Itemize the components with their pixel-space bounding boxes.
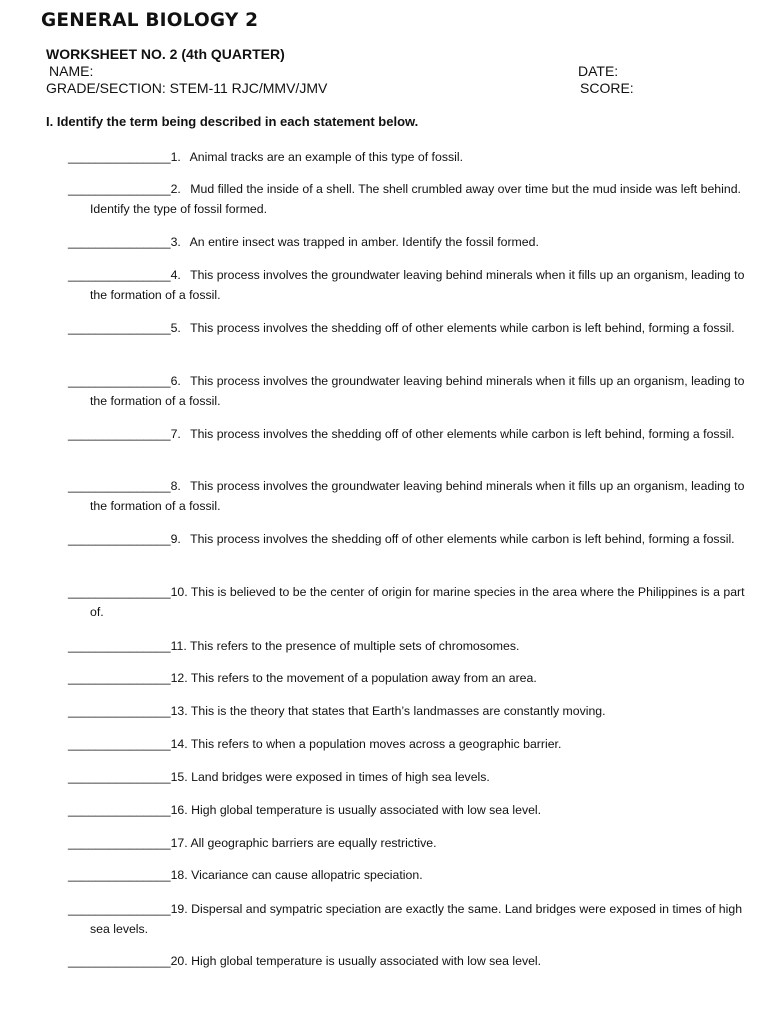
score-label: SCORE: bbox=[580, 80, 634, 96]
answer-blank[interactable]: _______________ bbox=[68, 532, 171, 546]
answer-blank[interactable]: _______________ bbox=[68, 770, 171, 784]
question-number: 8. bbox=[170, 479, 181, 493]
question-item bbox=[68, 529, 746, 549]
question-text: This process involves the shedding off of other elements while carbon is left behind, forming a fossil. bbox=[190, 321, 735, 335]
answer-blank[interactable]: _______________ bbox=[68, 737, 171, 751]
question-item bbox=[68, 371, 746, 411]
question-number: 18. bbox=[170, 868, 188, 882]
answer-blank[interactable]: _______________ bbox=[68, 479, 171, 493]
question-item bbox=[68, 833, 746, 853]
question-item bbox=[68, 701, 746, 721]
instruction-heading: I. Identify the term being described in each statement below. bbox=[46, 114, 419, 129]
question-text: High global temperature is usually associated with low sea level. bbox=[191, 803, 542, 817]
question-number: 2. bbox=[170, 182, 181, 196]
question-text: This process involves the groundwater leaving behind minerals when it fills up an organism, leading to the formation of a fossil. bbox=[90, 374, 745, 408]
answer-blank[interactable]: _______________ bbox=[68, 836, 171, 850]
question-item bbox=[68, 951, 746, 971]
question-number: 15. bbox=[170, 770, 188, 784]
answer-blank[interactable]: _______________ bbox=[68, 150, 171, 164]
question-text: This refers to when a population moves across a geographic barrier. bbox=[190, 737, 562, 751]
answer-blank[interactable]: _______________ bbox=[68, 803, 171, 817]
question-text: Dispersal and sympatric speciation are exactly the same. Land bridges were exposed in times of high sea levels. bbox=[90, 902, 743, 936]
answer-blank[interactable]: _______________ bbox=[68, 585, 171, 599]
answer-blank[interactable]: _______________ bbox=[68, 671, 171, 685]
question-number: 7. bbox=[170, 427, 181, 441]
question-item bbox=[68, 636, 746, 656]
question-item bbox=[68, 147, 746, 167]
question-item bbox=[68, 899, 746, 939]
question-number: 20. bbox=[170, 954, 188, 968]
question-item bbox=[68, 318, 746, 338]
question-item bbox=[68, 865, 746, 885]
question-text: This refers to the movement of a population away from an area. bbox=[190, 671, 537, 685]
question-number: 9. bbox=[170, 532, 181, 546]
question-number: 3. bbox=[170, 235, 181, 249]
question-item bbox=[68, 476, 746, 516]
worksheet-title: WORKSHEET NO. 2 (4th QUARTER) bbox=[46, 46, 285, 62]
question-text: Vicariance can cause allopatric speciation. bbox=[191, 868, 423, 882]
question-item bbox=[68, 800, 746, 820]
question-item bbox=[68, 179, 746, 219]
answer-blank[interactable]: _______________ bbox=[68, 954, 171, 968]
question-text: High global temperature is usually associated with low sea level. bbox=[191, 954, 542, 968]
question-text: This is the theory that states that Earth’s landmasses are constantly moving. bbox=[190, 704, 606, 718]
question-item bbox=[68, 734, 746, 754]
question-item bbox=[68, 424, 746, 444]
question-number: 17. bbox=[170, 836, 188, 850]
answer-blank[interactable]: _______________ bbox=[68, 374, 171, 388]
question-text: This is believed to be the center of origin for marine species in the area where the Philippines is a part of. bbox=[90, 585, 745, 619]
answer-blank[interactable]: _______________ bbox=[68, 902, 171, 916]
question-text: This refers to the presence of multiple sets of chromosomes. bbox=[189, 639, 520, 653]
question-number: 19. bbox=[170, 902, 188, 916]
answer-blank[interactable]: _______________ bbox=[68, 639, 171, 653]
question-text: This process involves the shedding off of other elements while carbon is left behind, forming a fossil. bbox=[190, 532, 735, 546]
answer-blank[interactable]: _______________ bbox=[68, 704, 171, 718]
answer-blank[interactable]: _______________ bbox=[68, 235, 171, 249]
question-number: 14. bbox=[170, 737, 188, 751]
question-number: 1. bbox=[170, 150, 181, 164]
page-title: GENERAL BIOLOGY 2 bbox=[41, 10, 259, 31]
question-item bbox=[68, 767, 746, 787]
question-item bbox=[68, 668, 746, 688]
question-number: 16. bbox=[170, 803, 188, 817]
question-text: Land bridges were exposed in times of high sea levels. bbox=[191, 770, 490, 784]
question-number: 12. bbox=[170, 671, 188, 685]
question-number: 4. bbox=[170, 268, 181, 282]
question-text: Mud filled the inside of a shell. The shell crumbled away over time but the mud inside was left behind. Identify the type of fossil formed. bbox=[90, 182, 741, 216]
question-item bbox=[68, 582, 746, 622]
question-text: This process involves the shedding off of other elements while carbon is left behind, forming a fossil. bbox=[190, 427, 735, 441]
answer-blank[interactable]: _______________ bbox=[68, 321, 171, 335]
name-label: NAME: bbox=[49, 63, 94, 79]
question-number: 11. bbox=[170, 639, 187, 653]
question-number: 5. bbox=[170, 321, 181, 335]
question-text: An entire insect was trapped in amber. Identify the fossil formed. bbox=[189, 235, 539, 249]
question-item bbox=[68, 265, 746, 305]
question-text: All geographic barriers are equally restrictive. bbox=[190, 836, 437, 850]
question-text: This process involves the groundwater leaving behind minerals when it fills up an organism, leading to the formation of a fossil. bbox=[90, 479, 745, 513]
answer-blank[interactable]: _______________ bbox=[68, 868, 171, 882]
question-number: 13. bbox=[170, 704, 188, 718]
answer-blank[interactable]: _______________ bbox=[68, 182, 171, 196]
date-label: DATE: bbox=[578, 63, 619, 79]
answer-blank[interactable]: _______________ bbox=[68, 427, 171, 441]
question-number: 6. bbox=[170, 374, 181, 388]
grade-section-label: GRADE/SECTION: STEM-11 RJC/MMV/JMV bbox=[46, 80, 328, 96]
question-text: Animal tracks are an example of this type of fossil. bbox=[189, 150, 463, 164]
question-text: This process involves the groundwater leaving behind minerals when it fills up an organism, leading to the formation of a fossil. bbox=[90, 268, 745, 302]
answer-blank[interactable]: _______________ bbox=[68, 268, 171, 282]
question-number: 10. bbox=[170, 585, 188, 599]
question-item bbox=[68, 232, 746, 252]
